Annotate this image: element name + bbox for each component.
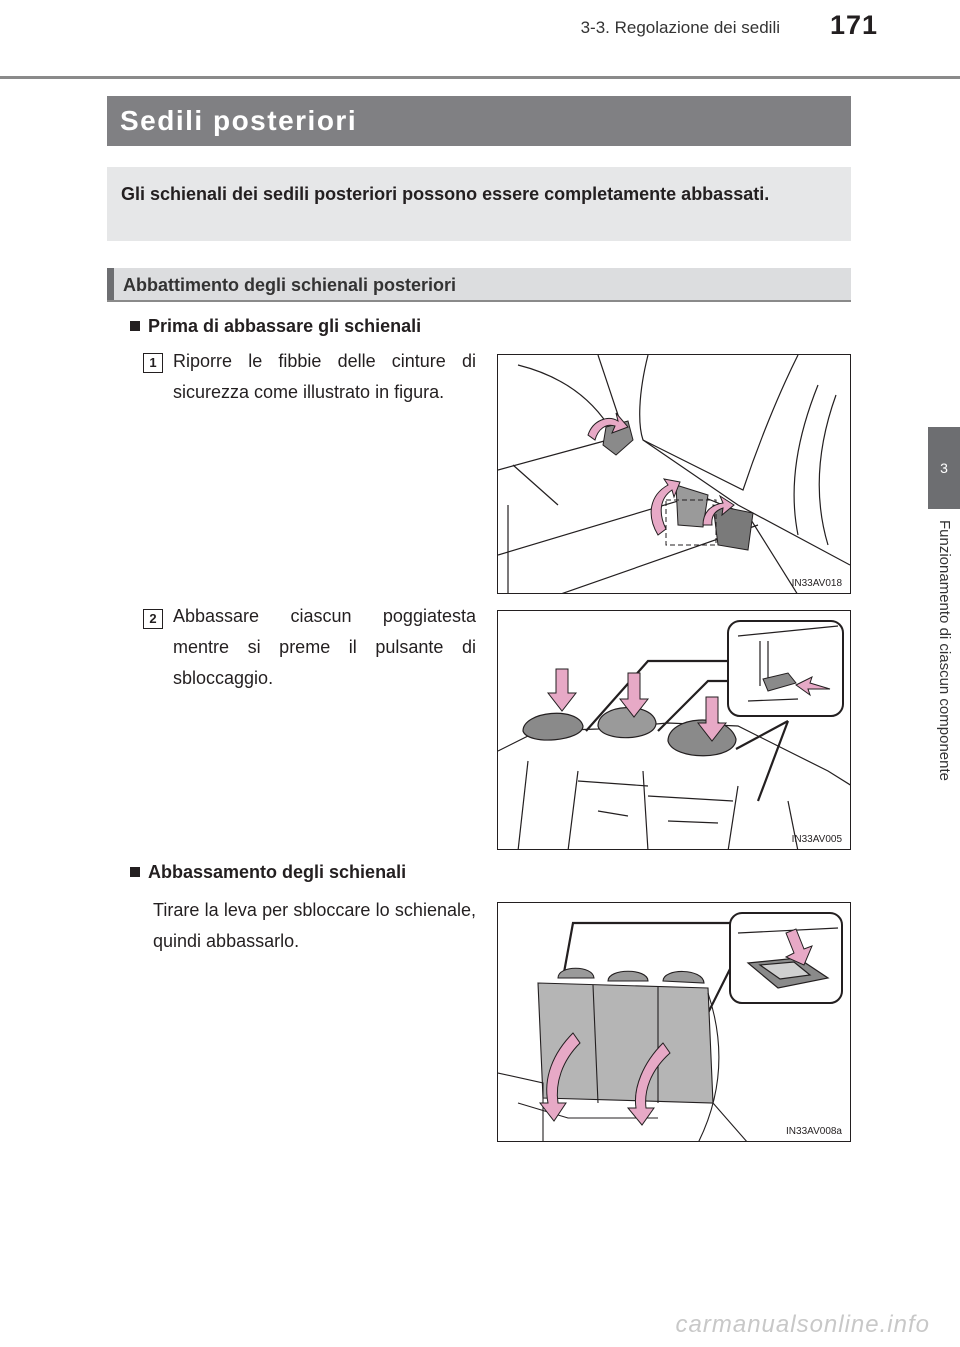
step-1-text: Riporre le fibbie delle cinture di sicurezza come illustrato in figura. xyxy=(173,351,476,402)
seatbelt-buckle-illustration xyxy=(498,355,851,594)
headrest-illustration xyxy=(498,611,851,850)
subheading-text: Abbattimento degli schienali posteriori xyxy=(123,275,457,295)
bullet-heading-folding xyxy=(130,862,406,883)
page-title-bar xyxy=(107,96,851,146)
page-title: Sedili posteriori xyxy=(120,105,358,136)
bullet-heading-before xyxy=(130,316,421,337)
bullet-square-icon xyxy=(130,321,140,331)
figure-code: IN33AV018 xyxy=(791,578,842,589)
folding-text: Tirare la leva per sbloccare lo schienale, quindi abbassarlo. xyxy=(153,900,476,951)
header-divider xyxy=(0,76,960,79)
chapter-tab[interactable]: 3 xyxy=(928,427,960,509)
section-breadcrumb: 3-3. Regolazione dei sedili xyxy=(580,18,780,37)
chapter-title-vertical xyxy=(928,500,960,860)
step-2-text: Abbassare ciascun poggiatesta mentre si preme il pulsante di sbloccaggio. xyxy=(173,606,476,688)
seatback-fold-illustration xyxy=(498,903,851,1142)
intro-text: Gli schienali dei sedili posteriori possono essere completamente abbassati. xyxy=(121,184,770,204)
intro-box xyxy=(107,167,851,241)
watermark-text[interactable]: carmanualsonline.info xyxy=(675,1311,930,1338)
footer-watermark xyxy=(0,1305,960,1347)
step-number-2: 2 xyxy=(143,609,163,629)
chapter-title: Funzionamento di ciascun componente xyxy=(936,520,953,781)
figure-seatback-folding xyxy=(497,902,851,1142)
step-number-1: 1 xyxy=(143,353,163,373)
bullet-square-icon xyxy=(130,867,140,877)
bullet-heading-text: Abbassamento degli schienali xyxy=(148,862,407,882)
page-number: 171 xyxy=(829,10,878,40)
subheading-accent xyxy=(107,268,114,300)
figure-seatbelt-buckles xyxy=(497,354,851,594)
bullet-heading-text: Prima di abbassare gli schienali xyxy=(148,316,422,336)
figure-code: IN33AV005 xyxy=(791,834,842,845)
figure-code: IN33AV008a xyxy=(786,1126,842,1137)
section-subheading xyxy=(107,268,851,302)
figure-headrests xyxy=(497,610,851,850)
